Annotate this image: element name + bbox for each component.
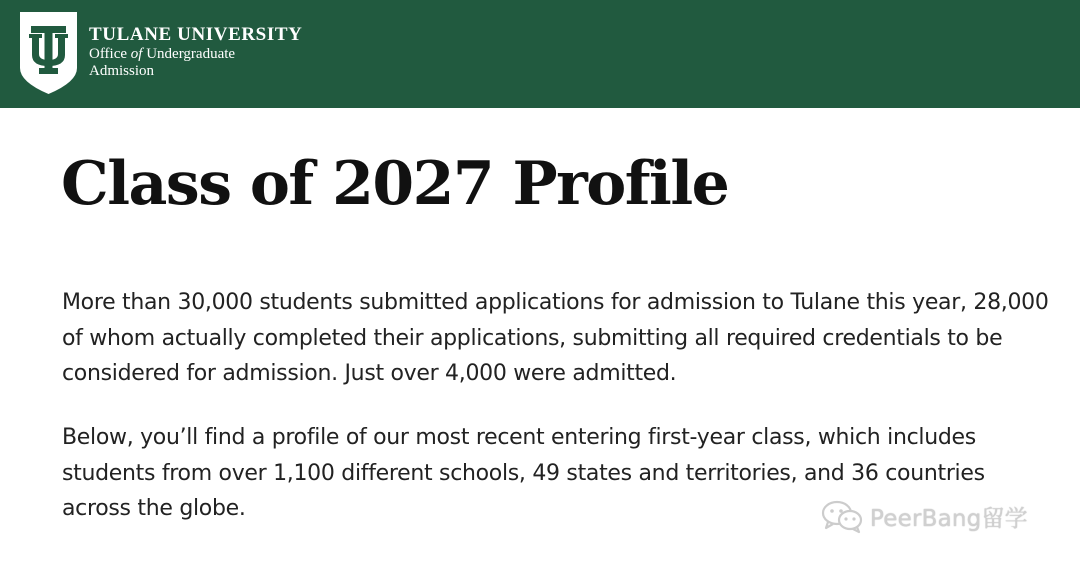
wechat-icon (820, 498, 864, 534)
intro-paragraph: More than 30,000 students submitted applications for admission to Tulane this year, 28,000 of whom actually completed their applications, submitting all required credentials to be considered for admission. Just over 4,000 were admitted. (62, 290, 1049, 386)
profile-paragraph: Below, you’ll find a profile of our most recent entering first-year class, which includes students from over 1,100 different schools, 49 states and territories, and 36 countries across the globe. (62, 425, 985, 521)
tulane-shield-logo-icon[interactable] (18, 10, 79, 96)
office-of: of (130, 46, 143, 62)
office-line-1 (89, 46, 302, 63)
page-title: Class of 2027 Profile (61, 149, 729, 219)
brand-block[interactable] (89, 24, 302, 80)
office-prefix: Office (89, 46, 128, 62)
office-line-2: Admission (89, 63, 155, 79)
office-suffix: Undergraduate (146, 46, 236, 62)
watermark (820, 498, 1028, 534)
watermark-text: PeerBang留学 (870, 505, 1028, 532)
site-header (0, 0, 1080, 108)
university-name: TULANE UNIVERSITY (89, 24, 303, 45)
